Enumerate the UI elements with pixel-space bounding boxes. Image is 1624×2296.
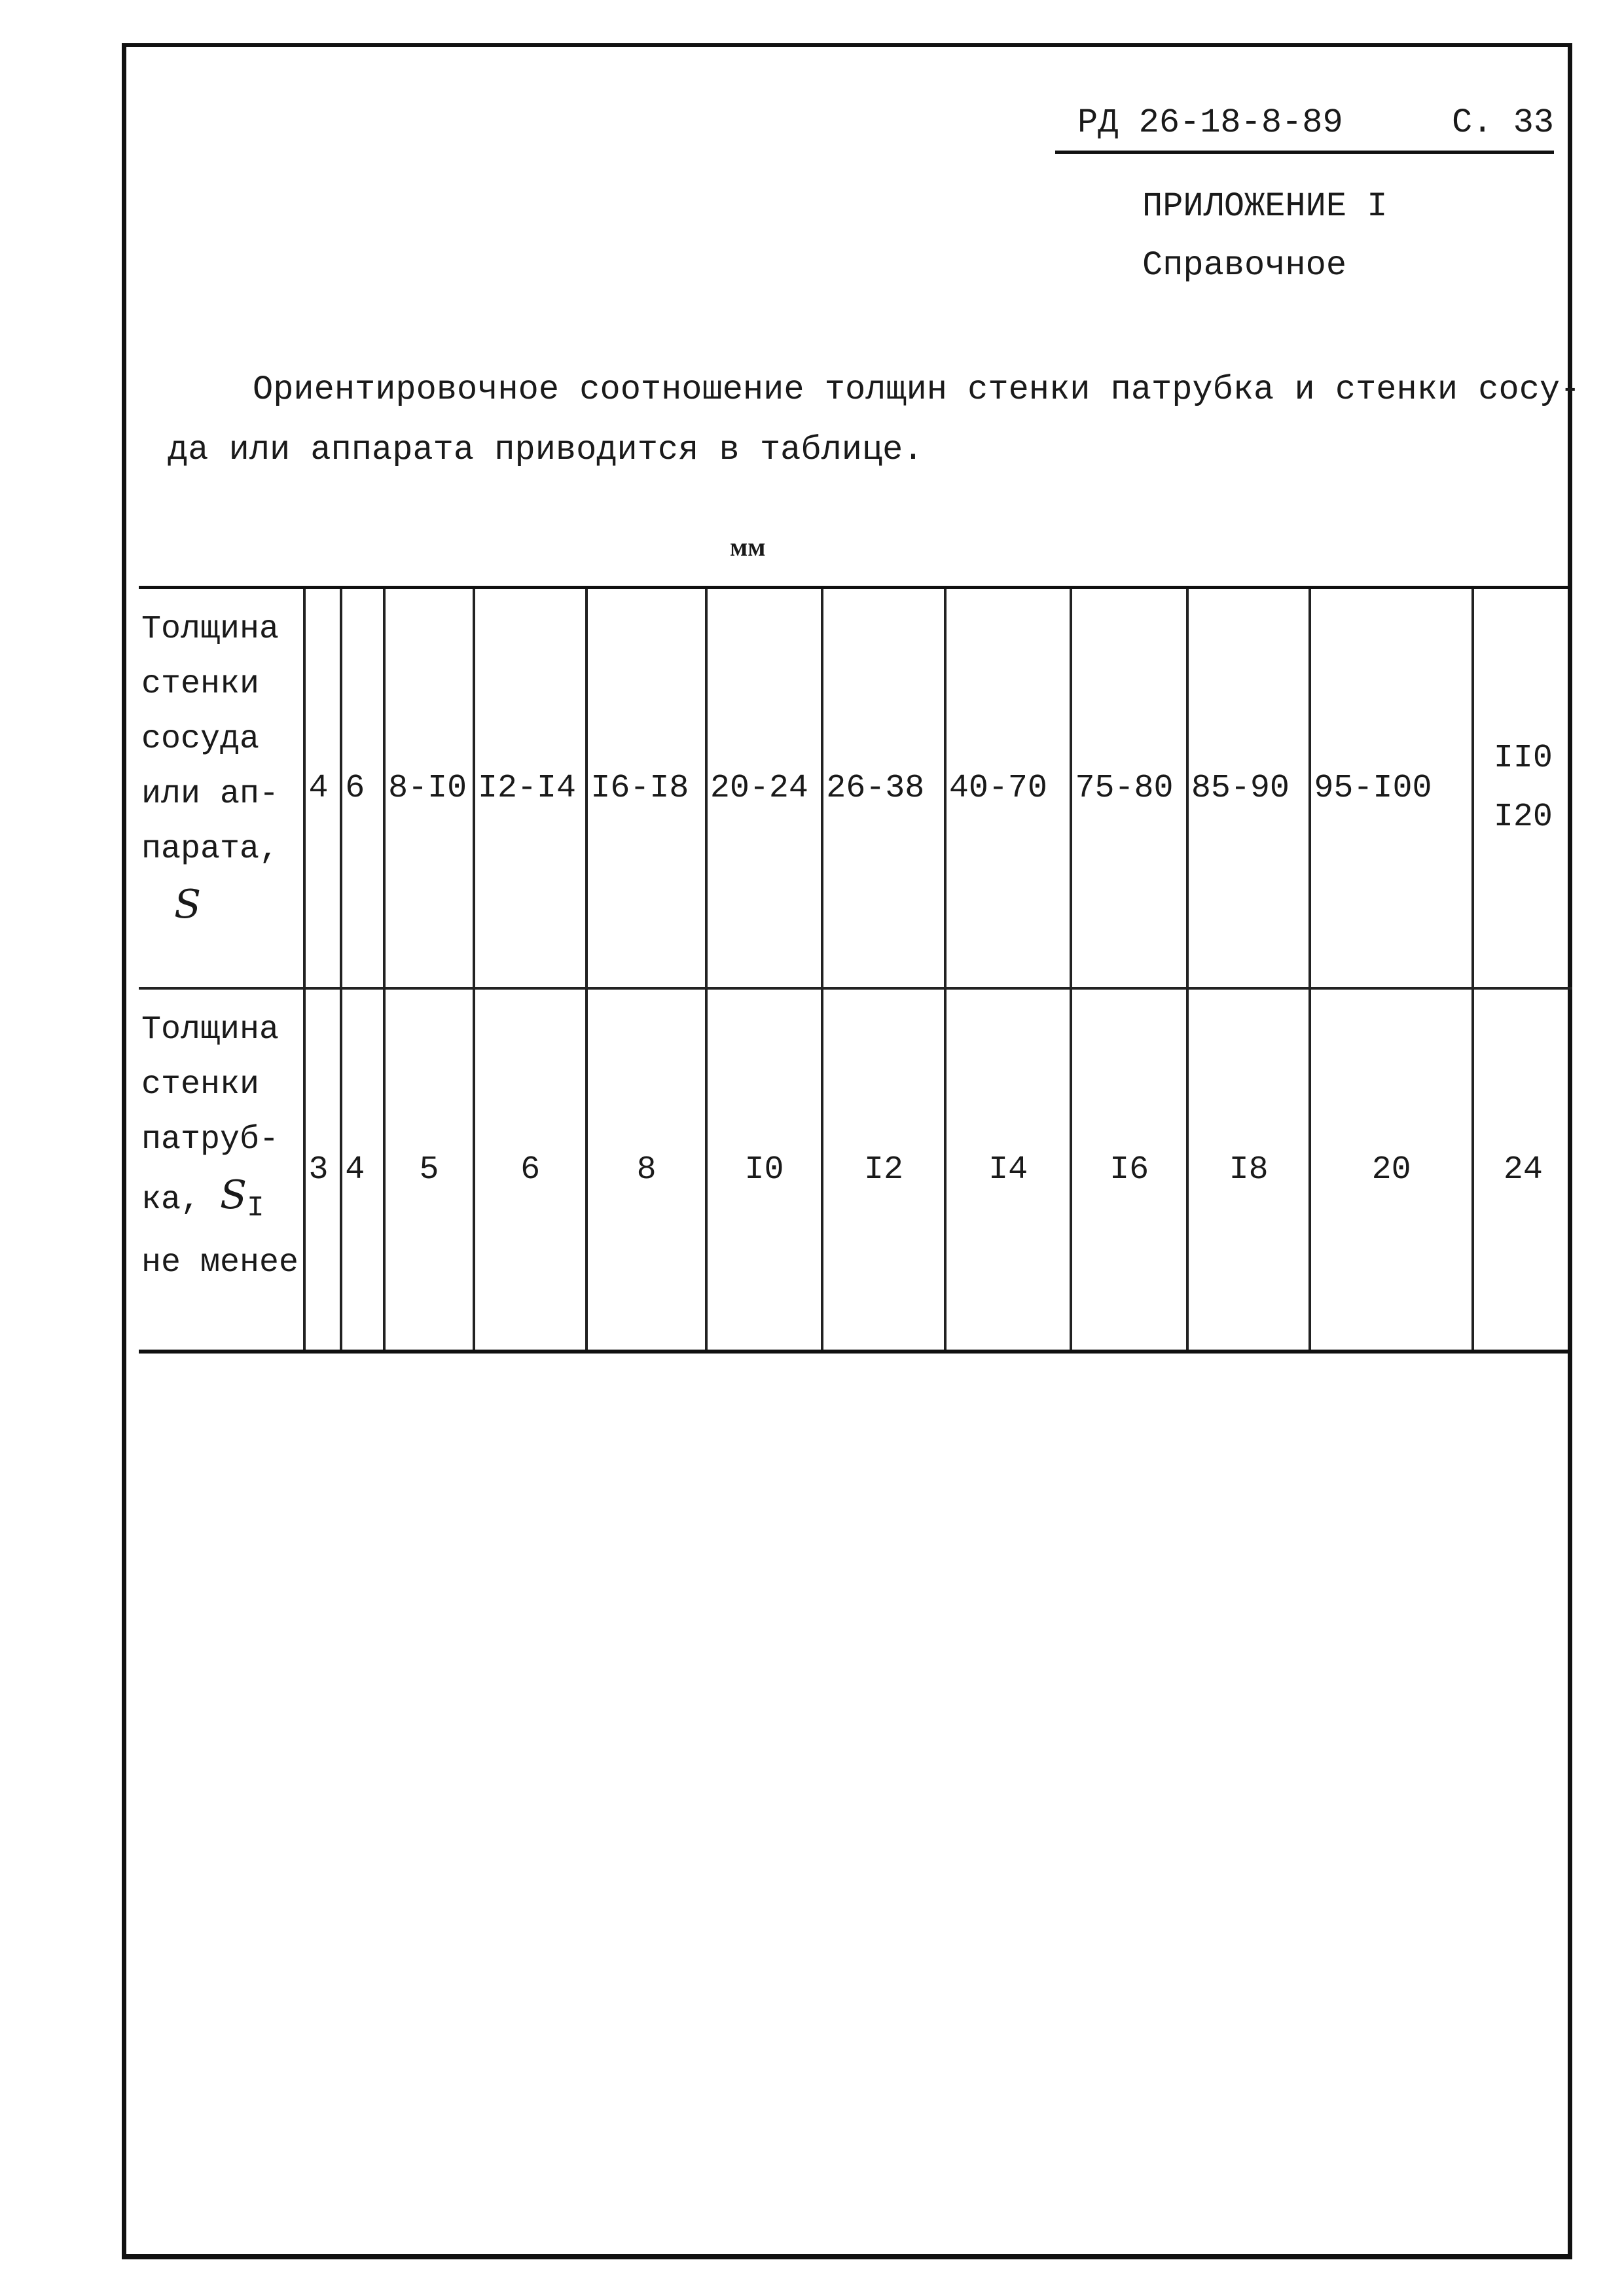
appendix-subtitle: Справочное bbox=[1142, 246, 1347, 285]
table-cell: 26-38 bbox=[822, 588, 945, 989]
appendix-title: ПРИЛОЖЕНИЕ I bbox=[1142, 187, 1388, 226]
row-header-line: стенки bbox=[141, 1066, 260, 1103]
table-cell: 24 bbox=[1473, 988, 1572, 1352]
units-label: мм bbox=[730, 532, 766, 562]
table-cell: I6 bbox=[1071, 988, 1187, 1352]
table-cell: 5 bbox=[384, 988, 474, 1352]
cell-line: II0 bbox=[1493, 740, 1553, 777]
table-cell: 4 bbox=[341, 988, 384, 1352]
intro-paragraph bbox=[168, 360, 1581, 480]
table-cell: 95-I00 bbox=[1310, 588, 1472, 989]
row-header-text: ка, bbox=[141, 1181, 201, 1219]
table-cell: I6-I8 bbox=[586, 588, 706, 989]
row-header-line: патруб- bbox=[141, 1121, 280, 1158]
table-cell: 4 bbox=[304, 588, 341, 989]
table-cell: 8 bbox=[586, 988, 706, 1352]
row-header-line: или ап- bbox=[141, 776, 280, 813]
row-header-line: стенки bbox=[141, 666, 260, 703]
symbol-s: S bbox=[174, 882, 202, 927]
symbol-subscript: I bbox=[247, 1192, 264, 1225]
row-header-line bbox=[141, 1168, 300, 1236]
table-cell: I8 bbox=[1187, 988, 1310, 1352]
symbol-s: S bbox=[220, 1172, 247, 1218]
table-cell: I0 bbox=[706, 988, 822, 1352]
thickness-table bbox=[139, 586, 1572, 1354]
table-row-vessel bbox=[139, 588, 1572, 989]
cell-line: I20 bbox=[1493, 798, 1553, 836]
table-cell: I4 bbox=[945, 988, 1072, 1352]
page-number: С. 33 bbox=[1451, 103, 1554, 142]
row-header-nozzle bbox=[139, 988, 304, 1352]
table-row-nozzle bbox=[139, 988, 1572, 1352]
table-cell: 6 bbox=[341, 588, 384, 989]
table-cell: 20-24 bbox=[706, 588, 822, 989]
row-header-line: Толщина bbox=[141, 1011, 280, 1049]
table-cell: 85-90 bbox=[1187, 588, 1310, 989]
row-header-line: Толщина bbox=[141, 611, 280, 648]
document-code: РД 26-18-8-89 bbox=[1077, 103, 1343, 142]
table-cell: 20 bbox=[1310, 988, 1472, 1352]
paragraph-line-2: да или аппарата приводится в таблице. bbox=[168, 431, 924, 469]
row-header-line: сосуда bbox=[141, 721, 260, 758]
table-cell: 8-I0 bbox=[384, 588, 474, 989]
table-cell: 3 bbox=[304, 988, 341, 1352]
row-header-line: не менее bbox=[141, 1244, 299, 1282]
row-header-vessel bbox=[139, 588, 304, 989]
paragraph-line-1: Ориентировочное соотношение толщин стенки патрубка и стенки сосу- bbox=[253, 370, 1581, 409]
table-cell: 6 bbox=[474, 988, 586, 1352]
table-cell bbox=[1473, 588, 1572, 989]
table-cell: 40-70 bbox=[945, 588, 1072, 989]
table-cell: I2-I4 bbox=[474, 588, 586, 989]
document-header bbox=[1055, 98, 1554, 154]
row-header-line: парата, bbox=[141, 831, 280, 868]
table-cell: 75-80 bbox=[1071, 588, 1187, 989]
table-cell: I2 bbox=[822, 988, 945, 1352]
